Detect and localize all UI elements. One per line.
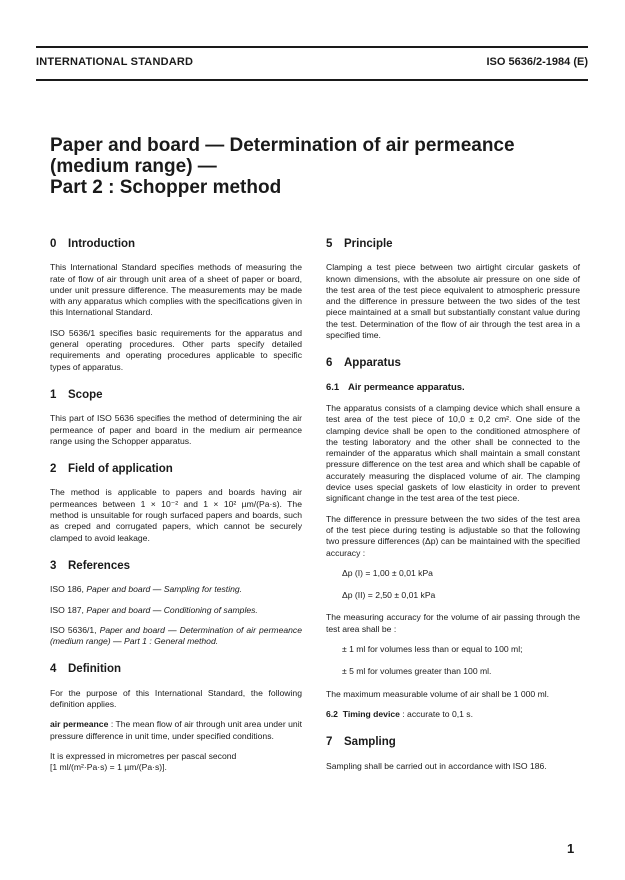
subsection-number: 6.2 [326,708,338,719]
subsection-6-2 [326,709,580,720]
section-number: 7 [326,736,333,749]
section-4-heading [50,664,302,675]
section-4-paragraph-1: For the purpose of this International Standard, the following definition applies. [50,687,302,710]
section-7-paragraph: Sampling shall be carried out in accordance with ISO 186. [326,760,547,771]
section-0-heading [50,239,302,250]
section-2-heading [50,464,302,475]
section-7-heading [326,737,580,748]
section-number: 6 [326,357,333,370]
section-title: References [68,559,131,572]
accuracy-small-volume: ± 1 ml for volumes less than or equal to 100 ml; [342,644,523,655]
section-number: 0 [50,238,57,250]
reference-iso-5636-1 [50,625,302,648]
section-title: Field of application [68,463,173,476]
definition-air-permeance [50,719,302,742]
reference-iso-186 [50,584,302,595]
page-number: 1 [567,841,575,856]
title-line-3: Part 2 : Schopper method [50,177,282,198]
section-6-1-paragraph-1: The apparatus consists of a clamping device which shall ensure a test area of the test piece of 10,0 ± 0,2 cm². One side of the clamping device shall be open to the conditioned atmosphere of the testing laboratory and the other shall be connected to the remainder of the apparatus which shall maintain a small constant pressure difference on the test area and which shall be capable of accurately measuring the displaced volume of air. The clamping device uses special gaskets of low elasticity in order to prevent significant change in the test area of the test piece. [326,402,580,504]
section-number: 1 [50,388,57,401]
units-line-2: [1 ml/(m²·Pa·s) = 1 µm/(Pa·s)]. [50,762,167,773]
reference-title: Paper and board — Sampling for testing. [86,584,243,595]
section-5-heading [326,239,580,250]
title-line-1: Paper and board — Determination of air permeance [50,135,515,156]
accuracy-large-volume: ± 5 ml for volumes greater than 100 ml. [342,666,492,677]
section-number: 2 [50,463,57,476]
section-number: 5 [326,238,333,250]
reference-iso-187 [50,605,302,616]
left-column [50,239,302,783]
section-number: 3 [50,559,57,572]
section-0-paragraph-1: This International Standard specifies methods of measuring the rate of flow of air through unit area of a sheet of paper or board, under unit pressure difference. The measurements may be made with any apparatus which complies with the specifications given in this International Standard. [50,262,302,318]
section-1-heading [50,390,302,401]
section-6-1-paragraph-4: The maximum measurable volume of air shall be 1 000 ml. [326,688,550,699]
header-top-rule [36,46,588,48]
section-6-1-paragraph-3: The measuring accuracy for the volume of air passing through the test area shall be : [326,612,580,634]
section-5-paragraph: Clamping a test piece between two airtight circular gaskets of known dimensions, with the absolute air pressure on one side of the test area of the test piece equivalent to atmospheric pressure and the difference in pressure between the two sides of the test piece maintained at a small but substantially constant value during the test. Determination of the flow of air through the test area in a specified time. [326,262,580,341]
equation-pressure-1: Δp (I) = 1,00 ± 0,01 kPa [342,567,433,578]
section-title: Sampling [344,736,396,749]
units-line-1: It is expressed in micrometres per pascal second [50,750,237,761]
subsection-text: : accurate to 0,1 s. [399,708,473,719]
section-6-1-paragraph-2: The difference in pressure between the two sides of the test area of the test piece during testing is adjustable so that the following two pressure differences (Δp) can be maintained with the specified accuracy : [326,513,580,558]
reference-title: Paper and board — Determination of air permeance (medium range) — Part 1 : General method. [50,624,303,647]
subsection-6-1-heading [326,382,580,393]
section-3-heading [50,561,302,572]
header-standard-number: ISO 5636/2-1984 (E) [486,56,588,68]
section-number: 4 [50,663,57,676]
defined-term: air permeance [50,719,109,730]
running-header [36,56,588,72]
subsection-title: Air permeance apparatus. [348,381,465,393]
header-document-type: INTERNATIONAL STANDARD [36,56,194,68]
section-6-heading [326,358,580,369]
title-line-2: (medium range) — [50,156,217,177]
section-4-units [50,751,302,774]
header-bottom-rule [36,79,588,81]
subsection-title: Timing device [342,708,400,719]
reference-code: ISO 5636/1, [50,624,97,635]
section-title: Scope [68,388,103,401]
reference-code: ISO 187, [50,604,84,615]
definition-text: : The mean flow of air through unit area under unit pressure difference in unit time, under specified conditions. [50,719,303,741]
section-2-paragraph: The method is applicable to papers and boards having air permeances between 1 × 10⁻² and 1 × 10² µm/(Pa·s). The method is unsuitable for rough surfaced papers and boards, such as creped and corrugated papers, which cannot be securely clamped to avoid leakage. [50,487,302,543]
reference-title: Paper and board — Conditioning of samples. [86,604,258,615]
section-1-paragraph: This part of ISO 5636 specifies the method of determining the air permeance of paper and board in the medium air permeance range using the Schopper apparatus. [50,413,302,446]
section-title: Introduction [68,238,136,250]
subsection-number: 6.1 [326,381,340,393]
section-title: Apparatus [344,357,401,370]
reference-code: ISO 186, [50,584,84,595]
equation-pressure-2: Δp (II) = 2,50 ± 0,01 kPa [342,590,436,601]
document-title [50,135,570,198]
section-0-paragraph-2: ISO 5636/1 specifies basic requirements for the apparatus and general operating procedures. Other parts specify detailed requirements and operating procedures applicable to specific types of apparatus. [50,327,302,372]
section-title: Principle [344,238,393,250]
right-column [326,239,580,781]
section-title: Definition [68,663,122,676]
